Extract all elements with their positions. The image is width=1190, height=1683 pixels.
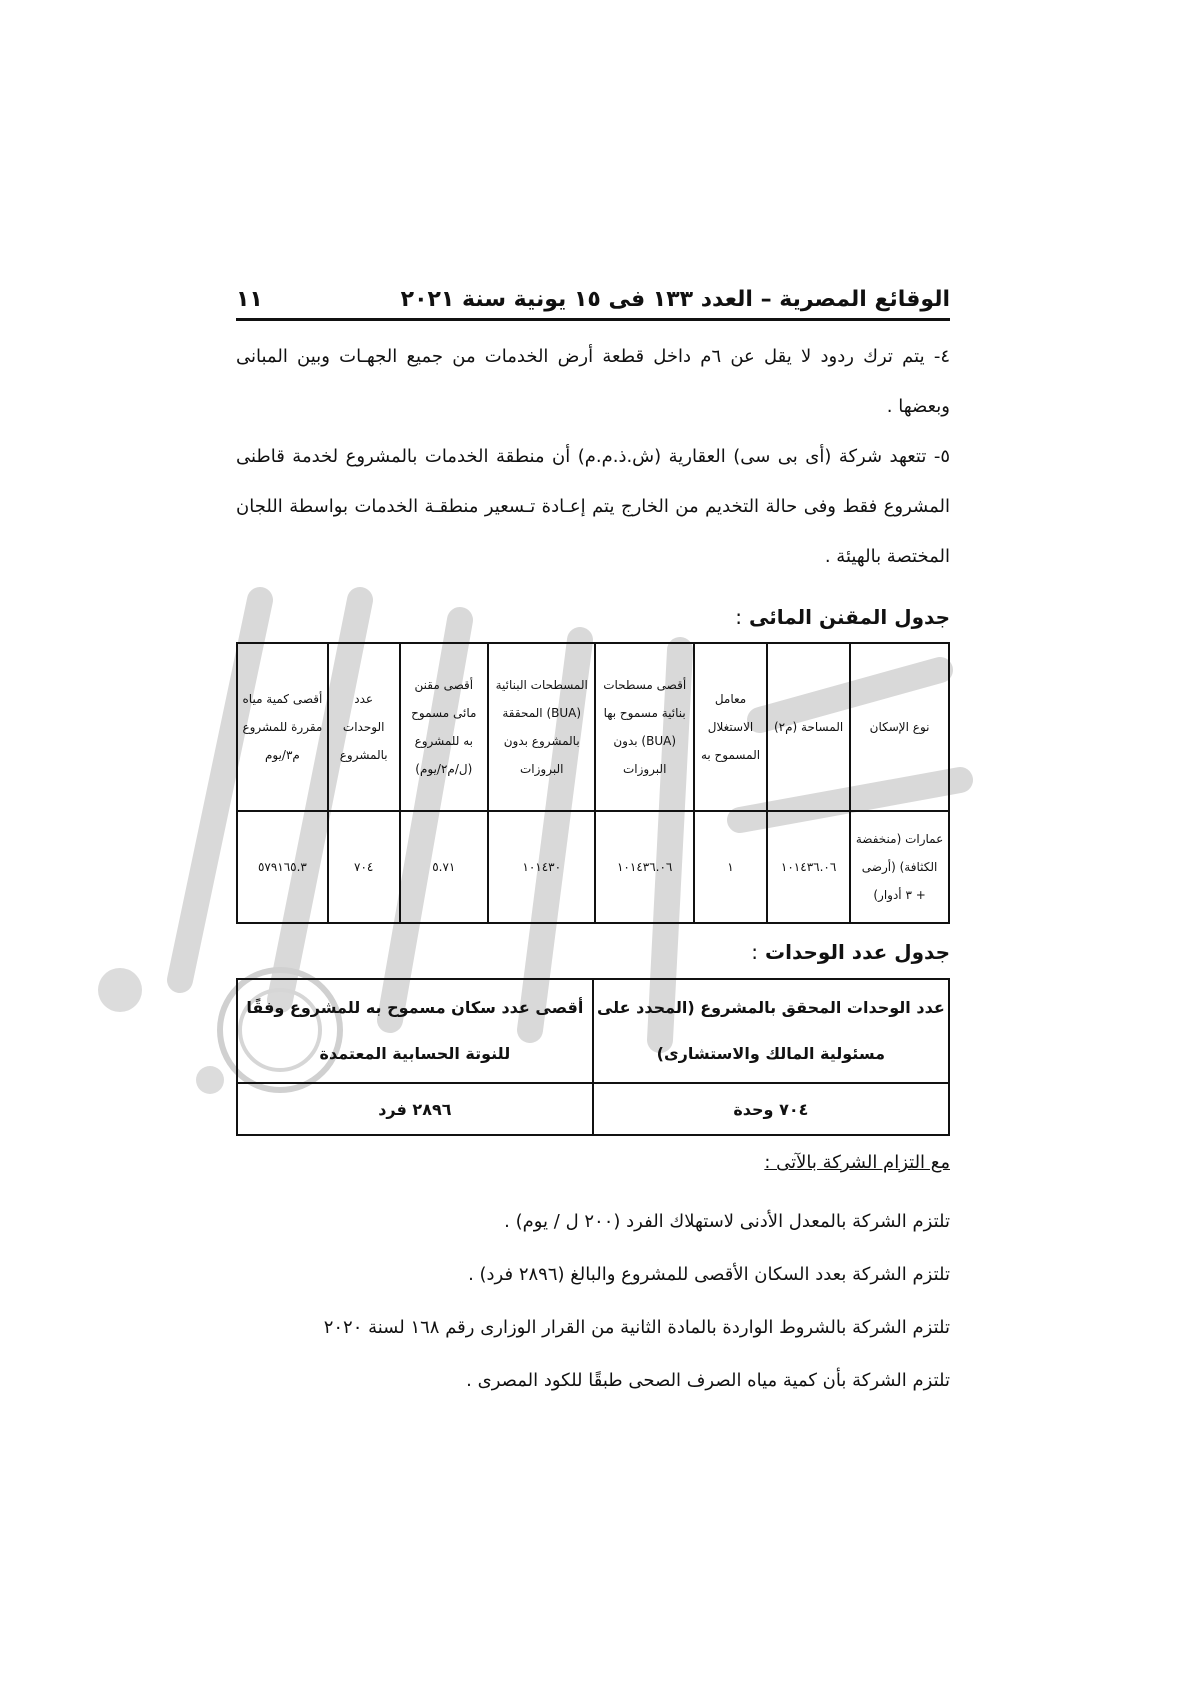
cell-max-bua: ١٠١٤٣٦.٠٦ (595, 811, 694, 923)
col-housing-type: نوع الإسكان (850, 643, 949, 811)
cell-units-achieved: ٧٠٤ وحدة (593, 1083, 949, 1135)
col-max-water-rate: أقصى مقنن مائى مسموح به للمشروع (ل/م٢/يوم) (400, 643, 488, 811)
commitments-list (236, 1195, 950, 1407)
table-header-row (237, 643, 949, 811)
paragraph-5: ٥- تتعهد شركة (أى بى سى) العقارية (ش.ذ.م.م) أن منطقة الخدمات بالمشروع لخدمة قاطنى المشروع فقط وفى حالة التخديم من الخارج يتم إعـادة تـسعير منطقـة الخدمات بواسطة اللجان المختصة بالهيئة . (236, 446, 950, 567)
table-row (237, 1083, 949, 1135)
cell-achieved-bua: ١٠١٤٣٠ (488, 811, 595, 923)
publication-title: الوقائع المصرية – العدد ١٣٣ فى ١٥ يونية سنة ٢٠٢١ (400, 287, 950, 312)
col-max-bua: أقصى مسطحات بنائية مسموح بها (BUA) بدون البروزات (595, 643, 694, 811)
cell-units: ٧٠٤ (328, 811, 400, 923)
col-achieved-bua: المسطحات البنائية (BUA) المحققة بالمشروع بدون البروزات (488, 643, 595, 811)
list-item: تلتزم الشركة بالشروط الواردة بالمادة الثانية من القرار الوزارى رقم ١٦٨ لسنة ٢٠٢٠ (323, 1317, 950, 1338)
units-table-title (751, 940, 950, 964)
table-header-row (237, 979, 949, 1083)
table-row (237, 811, 949, 923)
col-units-achieved: عدد الوحدات المحقق بالمشروع (المحدد على مسئولية المالك والاستشارى) (593, 979, 949, 1083)
page-header (236, 276, 950, 312)
cell-housing-type: عمارات (منخفضة الكثافة) (أرضى + ٣ أدوار) (850, 811, 949, 923)
cell-max-water-qty: ٥٧٩١٦٥.٣ (237, 811, 328, 923)
paragraph-4: ٤- يتم ترك ردود لا يقل عن ٦م داخل قطعة أرض الخدمات من جميع الجهـات وبين المبانى وبعضها . (236, 346, 950, 417)
list-item: تلتزم الشركة بعدد السكان الأقصى للمشروع والبالغ (٢٨٩٦ فرد) . (468, 1264, 950, 1285)
units-table-title-text: جدول عدد الوحدات (765, 940, 950, 964)
list-item: تلتزم الشركة بالمعدل الأدنى لاستهلاك الفرد (٢٠٠ ل / يوم) . (504, 1211, 950, 1232)
col-max-residents: أقصى عدد سكان مسموح به للمشروع وفقًا للنوتة الحسابية المعتمدة (237, 979, 593, 1083)
water-quota-table (236, 642, 950, 924)
cell-max-residents: ٢٨٩٦ فرد (237, 1083, 593, 1135)
page-number: ١١ (236, 287, 263, 312)
col-utilization: معامل الاستغلال المسموح به (694, 643, 767, 811)
units-table-title-colon: : (751, 940, 759, 964)
units-table (236, 978, 950, 1136)
cell-utilization: ١ (694, 811, 767, 923)
commitments-intro: مع التزام الشركة بالآتى : (764, 1152, 950, 1173)
col-area: المساحة (م٢) (767, 643, 850, 811)
col-max-water-qty: أقصى كمية مياه مقررة للمشروع م٣/يوم (237, 643, 328, 811)
cell-max-water-rate: ٥.٧١ (400, 811, 488, 923)
water-table-title-colon: : (735, 605, 742, 629)
cell-area: ١٠١٤٣٦.٠٦ (767, 811, 850, 923)
water-table-title-text: جدول المقنن المائى (748, 605, 950, 629)
water-table-title (735, 605, 950, 629)
header-divider (236, 318, 950, 321)
document-page (236, 0, 950, 1683)
list-item: تلتزم الشركة بأن كمية مياه الصرف الصحى طبقًا للكود المصرى . (466, 1370, 950, 1391)
col-units: عدد الوحدات بالمشروع (328, 643, 400, 811)
